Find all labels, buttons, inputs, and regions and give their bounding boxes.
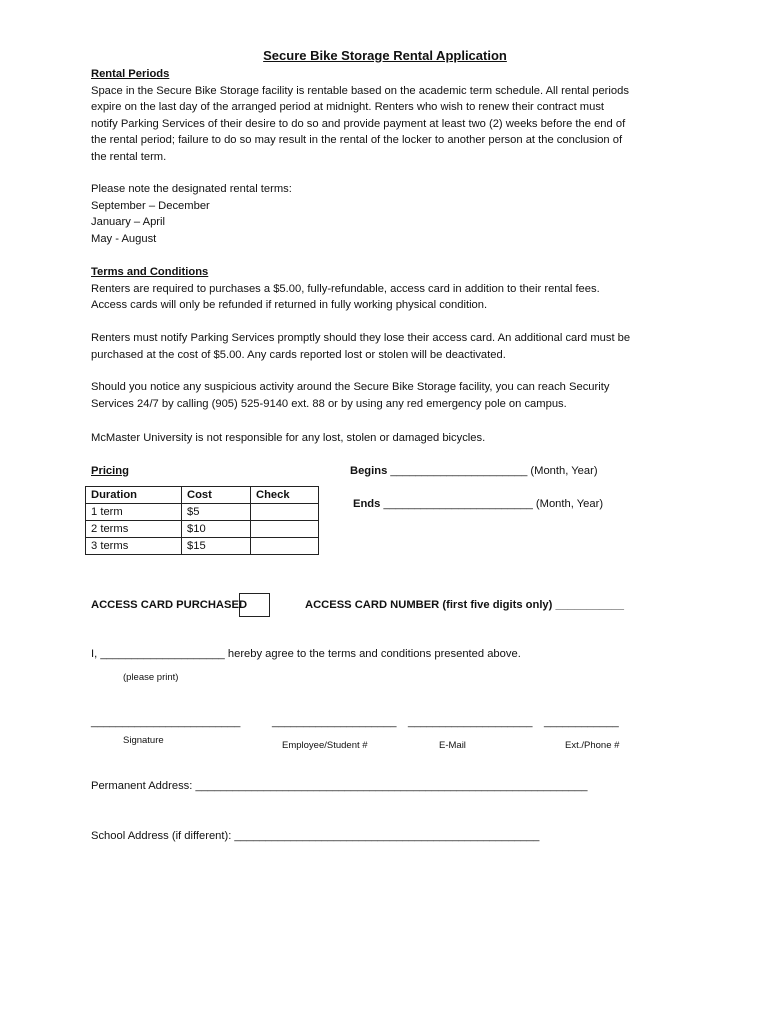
begins-label: Begins <box>350 465 388 477</box>
rental-periods-heading: Rental Periods <box>91 68 170 80</box>
rental-terms-list <box>91 181 691 247</box>
terms-line: purchased at the cost of $5.00. Any cards reported lost or stolen will be deactivated. <box>91 348 506 361</box>
permanent-address-field[interactable]: Permanent Address: _______________________________________________________________ <box>91 780 588 792</box>
rental-periods-line: notify Parking Services of their desire to do so and provide payment at least two (2) weeks before the end of <box>91 117 626 130</box>
access-card-purchased-label: ACCESS CARD PURCHASED <box>91 599 248 611</box>
signature-label: Signature <box>123 735 164 746</box>
access-card-purchased-checkbox[interactable] <box>239 593 270 617</box>
duration-cell: 2 terms <box>86 521 182 538</box>
table-row <box>86 538 319 555</box>
table-row <box>86 504 319 521</box>
begins-line[interactable]: ______________________ (Month, Year) <box>390 465 598 477</box>
email-line[interactable]: ____________________ <box>408 716 533 728</box>
phone-label: Ext./Phone # <box>565 740 620 751</box>
terms-line: Renters are required to purchases a $5.00, fully-refundable, access card in addition to their rental fees. <box>91 282 600 295</box>
signature-line[interactable]: ________________________ <box>91 716 241 728</box>
rental-periods-line: Space in the Secure Bike Storage facility is rentable based on the academic term schedule. All rental periods <box>91 84 629 97</box>
check-cell[interactable] <box>251 504 319 521</box>
page-title: Secure Bike Storage Rental Application <box>263 48 507 63</box>
rental-periods-line: the rental period; failure to do so may result in the rental of the locker to another person at the conclusion of <box>91 134 623 147</box>
phone-line[interactable]: ____________ <box>544 716 619 728</box>
pricing-heading: Pricing <box>91 465 129 477</box>
terms-line: Should you notice any suspicious activity around the Secure Bike Storage facility, you can reach Security <box>91 381 610 393</box>
cost-cell: $5 <box>182 504 251 521</box>
lost-card-paragraph <box>91 330 691 363</box>
ends-label: Ends <box>353 498 381 510</box>
column-header: Duration <box>86 487 182 504</box>
column-header: Check <box>251 487 319 504</box>
cost-cell: $10 <box>182 521 251 538</box>
cost-cell: $15 <box>182 538 251 555</box>
employee-student-line[interactable]: ____________________ <box>272 716 397 728</box>
agreement-text[interactable]: I, ____________________ hereby agree to the terms and conditions presented above. <box>91 648 521 660</box>
terms-line: Access cards will only be refunded if returned in fully working physical condition. <box>91 299 488 312</box>
table-header-row <box>86 487 319 504</box>
begins-field[interactable] <box>350 463 598 480</box>
table-row <box>86 521 319 538</box>
rental-terms-note: Please note the designated rental terms: <box>91 183 292 195</box>
terms-conditions-section <box>91 264 691 314</box>
check-cell[interactable] <box>251 521 319 538</box>
terms-line: Renters must notify Parking Services promptly should they lose their access card. An additional card must be <box>91 332 631 344</box>
rental-periods-section <box>91 66 691 166</box>
terms-line: Services 24/7 by calling (905) 525-9140 ext. 88 or by using any red emergency pole on campus. <box>91 397 567 410</box>
employee-student-label: Employee/Student # <box>282 740 368 751</box>
please-print-note: (please print) <box>123 672 179 683</box>
duration-cell: 1 term <box>86 504 182 521</box>
rental-periods-line: the rental term. <box>91 150 167 163</box>
rental-periods-line: expire on the last day of the arranged period at midnight. Renters who wish to renew their contract must <box>91 101 605 114</box>
email-label: E-Mail <box>439 740 466 751</box>
ends-line[interactable]: ________________________ (Month, Year) <box>383 498 604 510</box>
security-paragraph <box>91 379 691 412</box>
liability-paragraph <box>91 430 691 447</box>
terms-line: McMaster University is not responsible for any lost, stolen or damaged bicycles. <box>91 432 486 444</box>
rental-term-item: January – April <box>91 216 166 229</box>
school-address-field[interactable]: School Address (if different): _________________________________________________ <box>91 830 540 842</box>
access-card-number-field[interactable]: ACCESS CARD NUMBER (first five digits only) ___________ <box>305 599 624 611</box>
check-cell[interactable] <box>251 538 319 555</box>
rental-term-item: May - August <box>91 232 157 245</box>
ends-field[interactable] <box>353 496 603 513</box>
pricing-table <box>85 486 319 555</box>
terms-conditions-heading: Terms and Conditions <box>91 266 209 278</box>
duration-cell: 3 terms <box>86 538 182 555</box>
rental-term-item: September – December <box>91 199 210 212</box>
column-header: Cost <box>182 487 251 504</box>
